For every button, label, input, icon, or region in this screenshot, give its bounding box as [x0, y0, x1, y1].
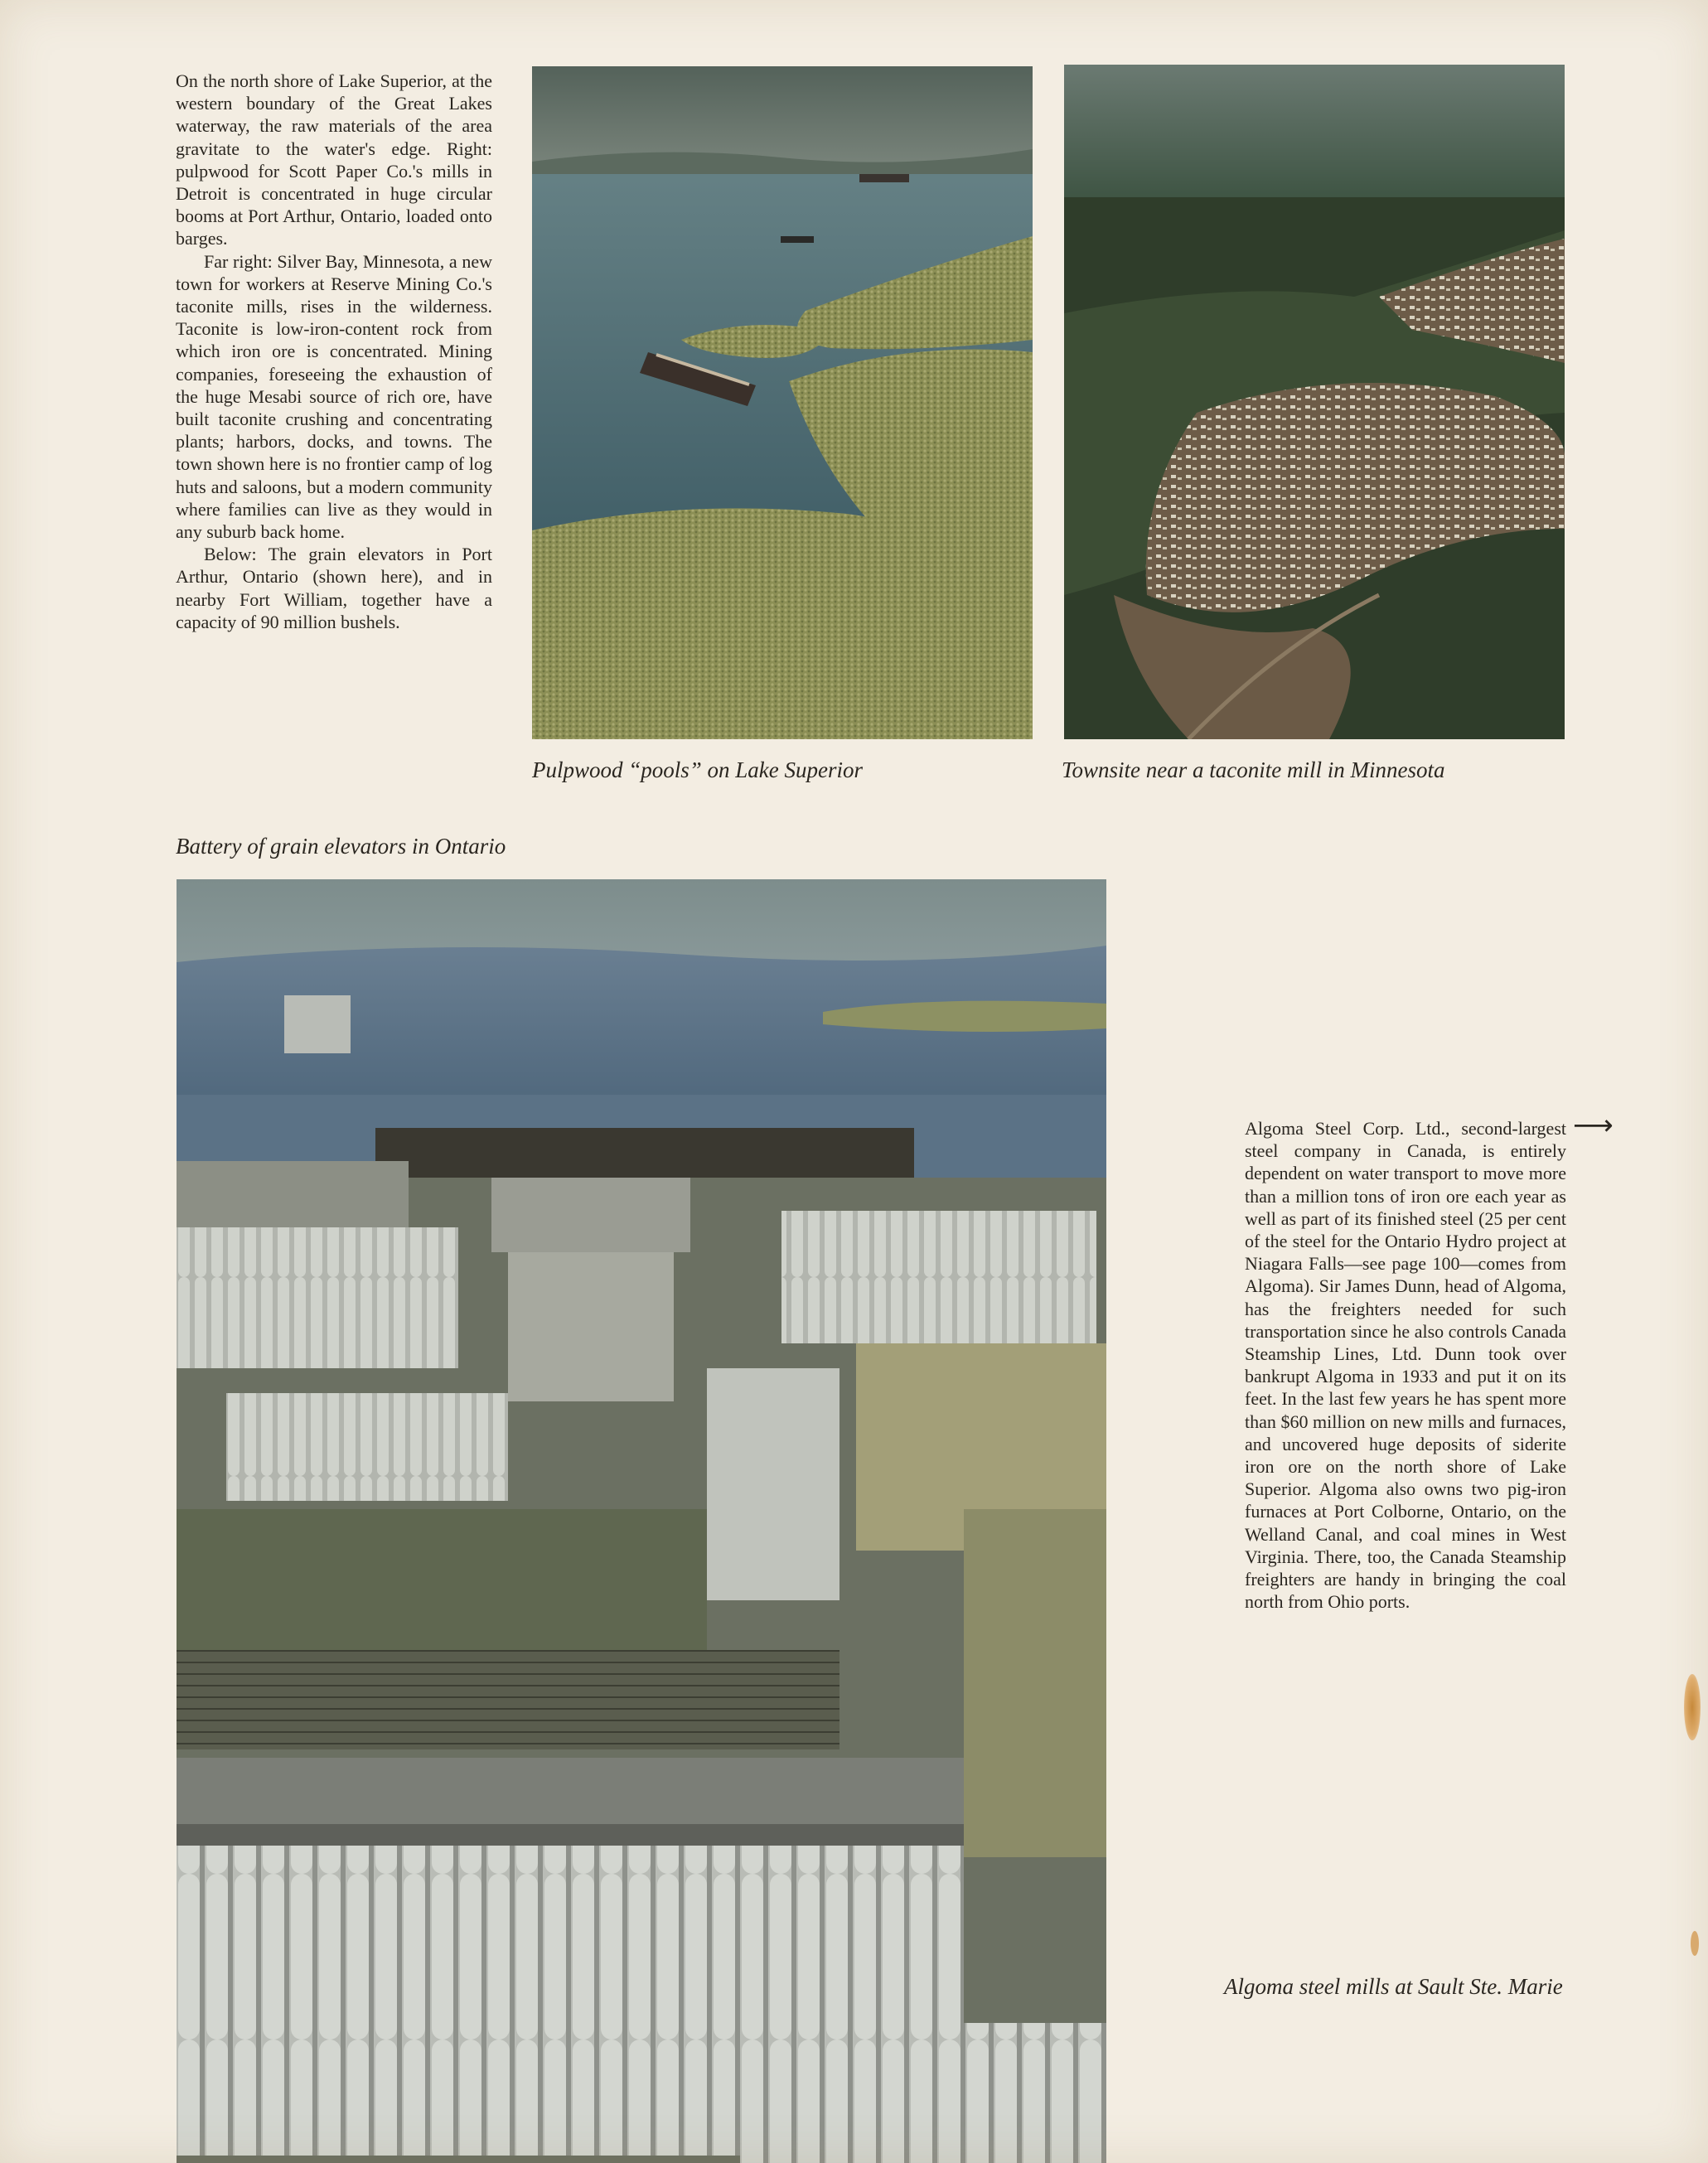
pulpwood-photo-illustration: [532, 66, 1033, 739]
grain-elevators-caption: Battery of grain elevators in Ontario: [176, 834, 506, 859]
intro-paragraph-1: On the north shore of Lake Superior, at the western boundary of the Great Lakes waterway, the raw materials of the area gravitate to the water's edge. Right: pulpwood for Scott Paper Co.'s mills in Detroit is concentrated in huge circular booms at Port Arthur, Ontario, loaded onto barges.: [176, 70, 492, 249]
townsite-caption: Townsite near a taconite mill in Minnesota: [1062, 757, 1445, 782]
paper-stain: [1684, 1674, 1701, 1740]
pulpwood-photo: [532, 66, 1033, 739]
algoma-text-column: [1245, 1117, 1566, 1613]
algoma-paragraph: Algoma Steel Corp. Ltd., second-largest steel company in Canada, is entirely dependent on water transport to move more than a million tons of iron ore each year as well as part of its finished steel (25 per cent of the steel for the Ontario Hydro project at Niagara Falls—see page 100—comes from Algoma). Sir James Dunn, head of Algoma, has the freighters needed for such transportation since he also controls Canada Steamship Lines, Ltd. Dunn took over bankrupt Algoma in 1933 and put it on its feet. In the last few years he has spent more than $60 million on new mills and furnaces, and uncovered huge deposits of siderite iron ore on the north shore of Lake Superior. Algoma also owns two pig-iron furnaces at Port Colborne, Ontario, on the Welland Canal, and coal mines in West Virginia. There, too, the Canada Steamship freighters are handy in bringing the coal north from Ohio ports.: [1245, 1118, 1566, 1613]
townsite-photo-illustration: [1064, 65, 1565, 739]
intro-paragraph-2: Far right: Silver Bay, Minnesota, a new town for workers at Reserve Mining Co.'s taconite mills, rises in the wilderness. Taconite is low-iron-content rock from which iron ore is concentrated. Mining companies, foreseeing the exhaustion of the huge Mesabi source of rich ore, have built taconite crushing and concentrating plants; harbors, docks, and towns. The town shown here is no frontier camp of log huts and saloons, but a modern community where families can live as they would in any suburb back home.: [176, 250, 492, 543]
grain-elevators-photo: [177, 879, 1106, 2163]
intro-paragraph-3: Below: The grain elevators in Port Arthur, Ontario (shown here), and in nearby Fort William, together have a capacity of 90 million bushels.: [176, 544, 492, 632]
intro-text-column: [176, 70, 492, 633]
paper-stain-small: [1691, 1931, 1699, 1956]
townsite-photo: [1064, 65, 1565, 739]
grain-elevators-illustration: [177, 879, 1106, 2163]
right-arrow-icon: ⟶: [1573, 1109, 1614, 1142]
algoma-caption: Algoma steel mills at Sault Ste. Marie: [1224, 1974, 1563, 1999]
pulpwood-caption: Pulpwood “pools” on Lake Superior: [532, 757, 864, 782]
